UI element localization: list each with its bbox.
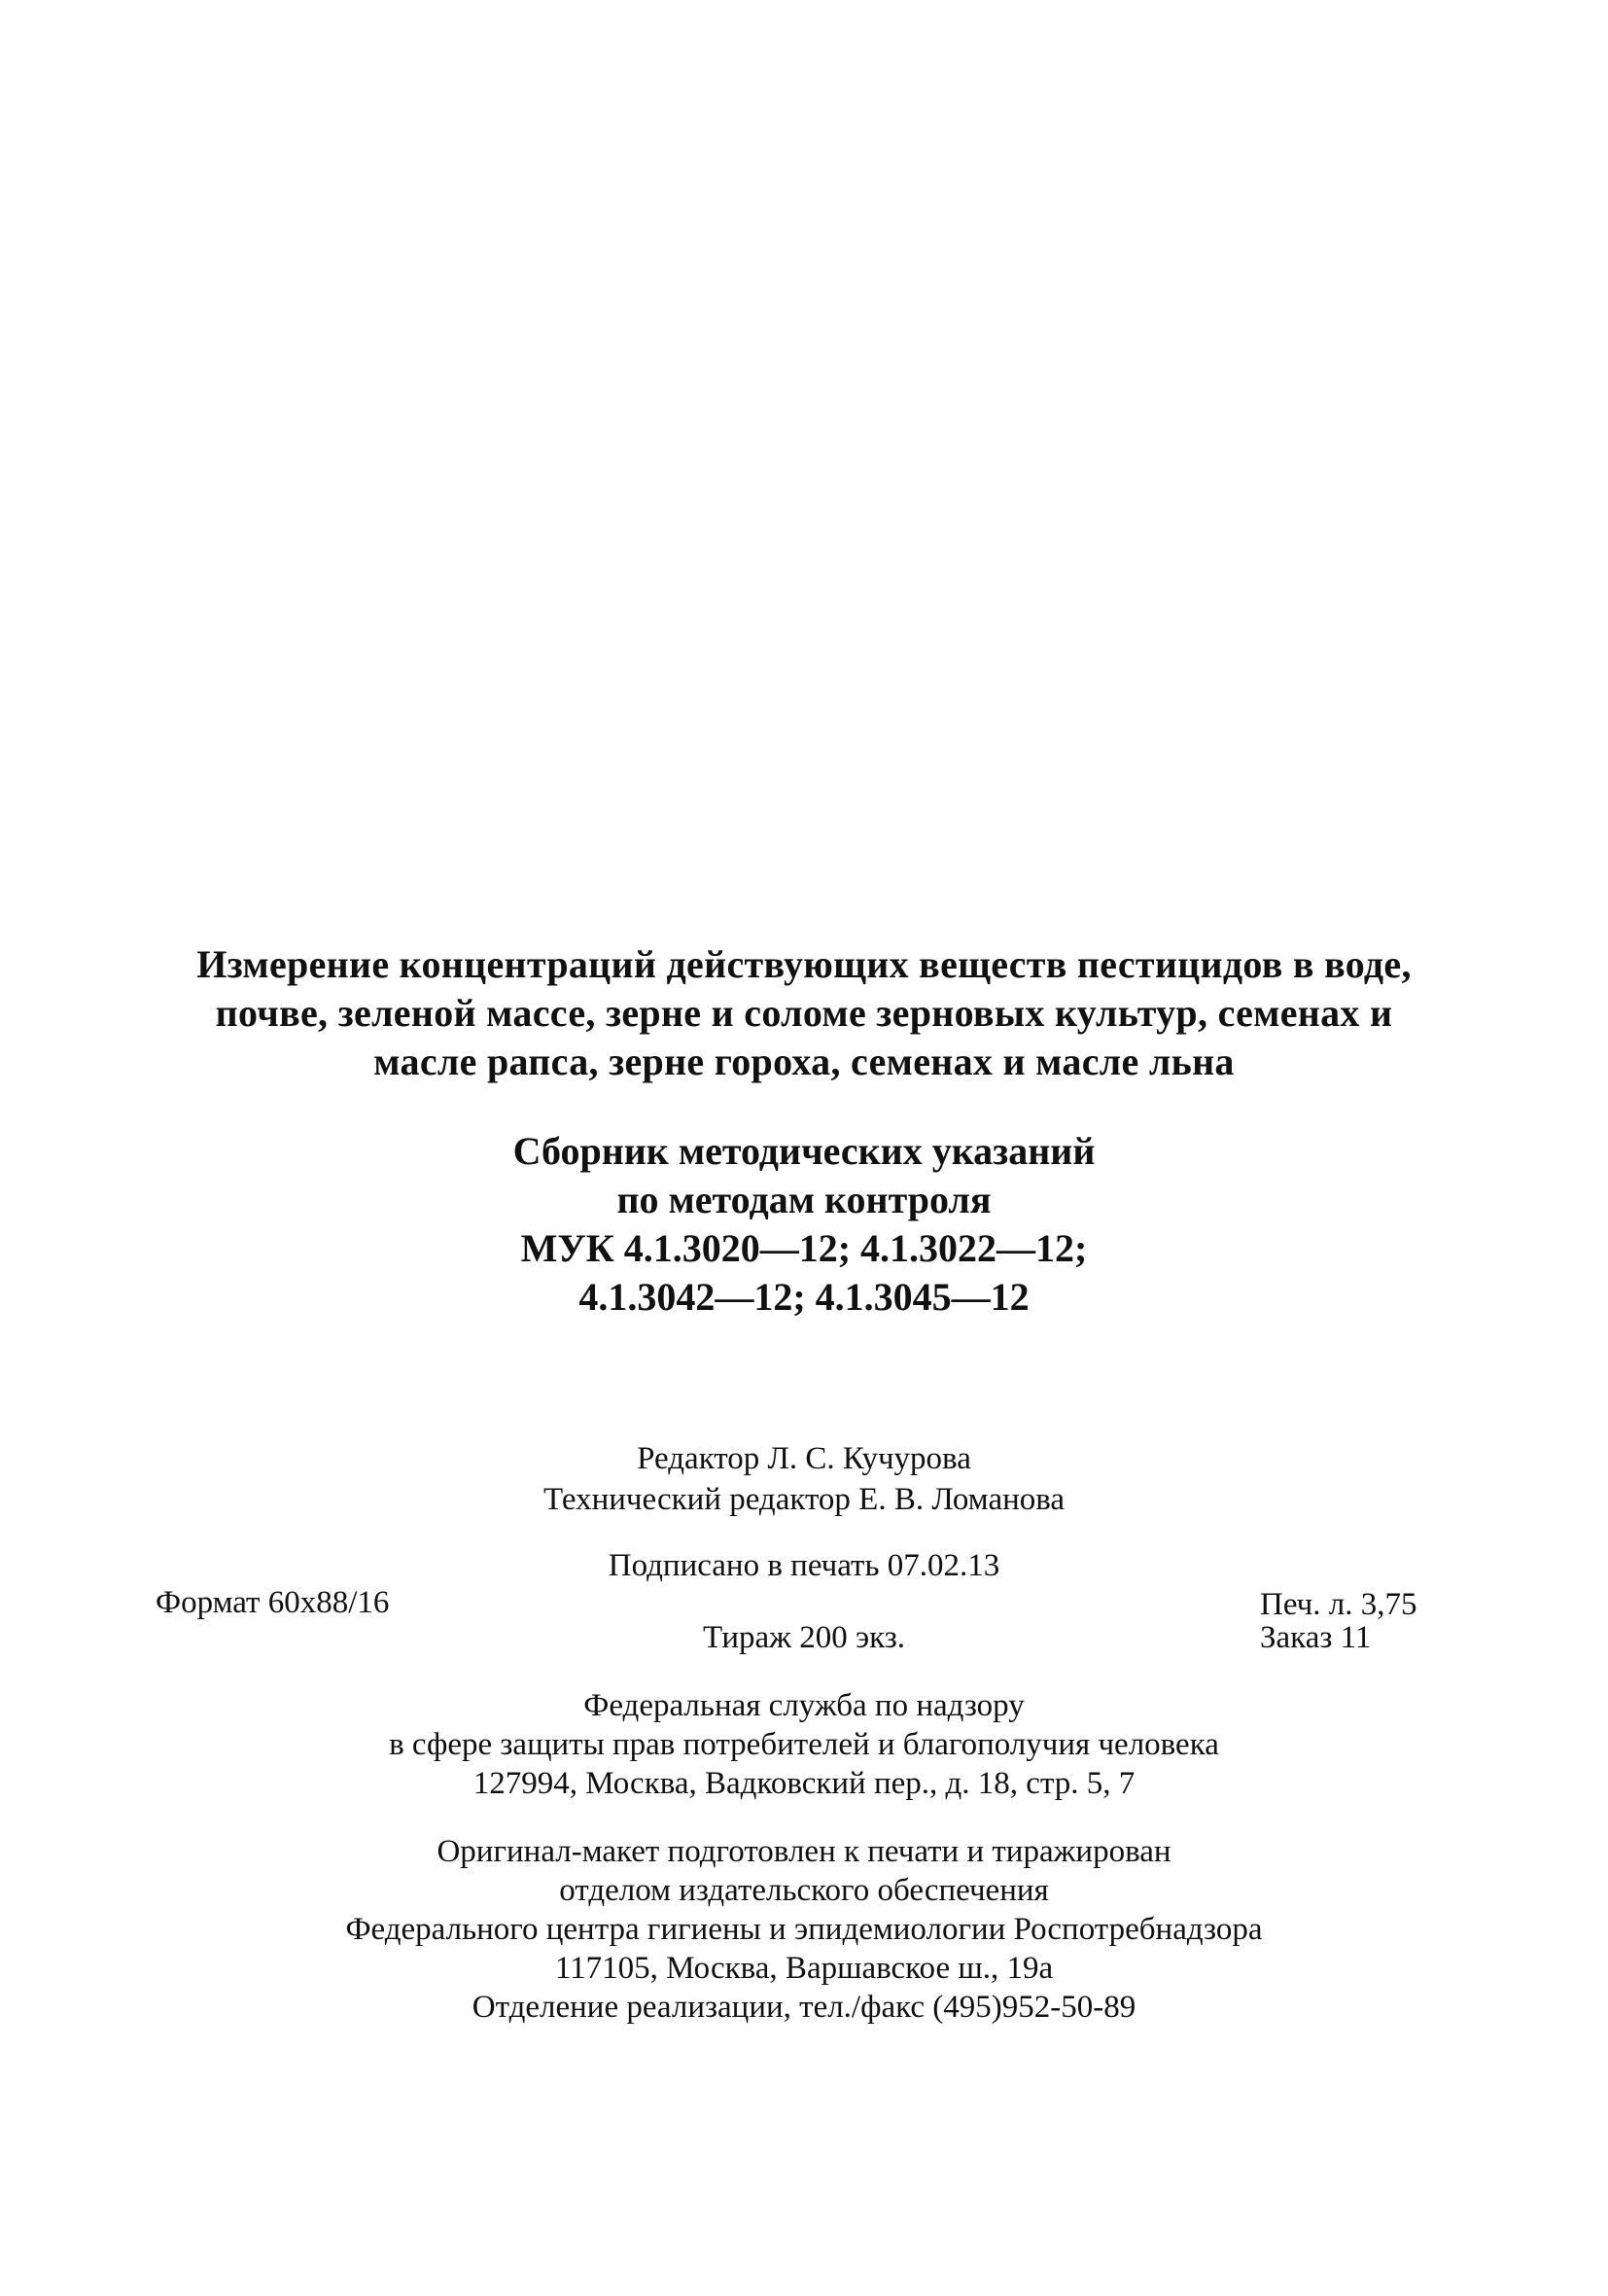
editor: Редактор Л. С. Кучурова: [637, 1441, 971, 1476]
printer-line-4: 117105, Москва, Варшавское ш., 19а: [554, 1951, 1054, 1986]
publisher-line-3: 127994, Москва, Вадковский пер., д. 18, стр. 5, 7: [472, 1766, 1136, 1801]
publisher-line-2: в сфере защиты прав потребителей и благополучия человека: [389, 1727, 1219, 1762]
printer-line-1: Оригинал-макет подготовлен к печати и тиражирован: [437, 1834, 1171, 1869]
collection-line-4: 4.1.3042—12; 4.1.3045—12: [578, 1275, 1030, 1319]
printer-line-2: отделом издательского обеспечения: [559, 1873, 1049, 1908]
collection-line-2: по методам контроля: [616, 1178, 992, 1221]
printer-line-3: Федерального центра гигиены и эпидемиологии Роспотребнадзора: [345, 1912, 1263, 1947]
printed-sheets: Печ. л. 3,75: [1260, 1587, 1417, 1622]
order-number: Заказ 11: [1260, 1620, 1372, 1655]
tech-editor: Технический редактор Е. В. Ломанова: [542, 1482, 1066, 1517]
print-run: Тираж 200 экз.: [703, 1620, 905, 1655]
title-line-1: Измерение концентраций действующих веществ пестицидов в воде,: [196, 942, 1412, 986]
title-line-3: масле рапса, зерне гороха, семенах и масле льна: [373, 1040, 1235, 1083]
title-line-2: почве, зеленой массе, зерне и соломе зерновых культур, семенах и: [215, 991, 1393, 1035]
paper-format: Формат 60x88/16: [156, 1585, 390, 1620]
signed-to-print: Подписано в печать 07.02.13: [608, 1548, 1000, 1583]
printer-line-5: Отделение реализации, тел./факс (495)952-50-89: [472, 1990, 1136, 2025]
publisher-line-1: Федеральная служба по надзору: [583, 1688, 1025, 1723]
collection-line-3: МУК 4.1.3020—12; 4.1.3022—12;: [520, 1226, 1088, 1270]
collection-line-1: Сборник методических указаний: [512, 1129, 1096, 1173]
